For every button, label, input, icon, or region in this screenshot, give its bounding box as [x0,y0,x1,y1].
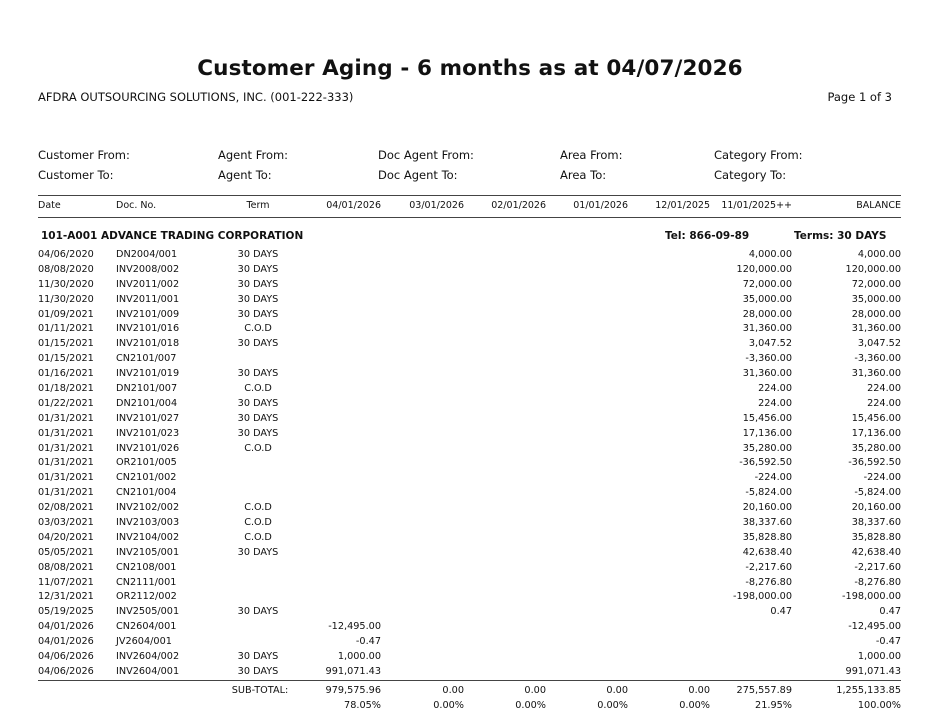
cell-date: 11/30/2020 [38,278,94,290]
col-doc-no: Doc. No. [116,200,157,211]
table-row [0,337,945,352]
table-row [0,412,945,427]
cell-term: 30 DAYS [237,665,279,677]
cell-balance: 991,071.43 [845,665,901,677]
cell-doc-no: INV2101/009 [116,308,180,320]
cell-month-6: 35,828.80 [742,531,792,543]
percent-month-6: 21.95% [755,700,792,711]
table-row [0,382,945,397]
cell-doc-no: INV2505/001 [116,606,180,618]
table-row [0,293,945,308]
cell-month-1: -12,495.00 [328,621,381,633]
subtotal-month-2: 0.00 [442,685,464,696]
cell-doc-no: INV2008/002 [116,263,180,275]
cell-balance: 31,360.00 [851,323,901,335]
customer-from-label: Customer From: [38,148,130,162]
cell-month-6: 35,000.00 [742,293,792,305]
col-term: Term [246,200,270,211]
table-row [0,427,945,442]
cell-month-6: 224.00 [758,397,792,409]
cell-month-1: 991,071.43 [325,665,381,677]
cell-balance: 35,828.80 [851,531,901,543]
cell-date: 04/06/2026 [38,665,94,677]
table-row [0,442,945,457]
cell-term: 30 DAYS [237,412,279,424]
cell-term: C.O.D [244,323,272,335]
table-row [0,665,945,680]
percent-month-5: 0.00% [679,700,710,711]
cell-balance: -12,495.00 [848,621,901,633]
cell-month-1: -0.47 [355,636,381,648]
subtotal-rule [38,680,901,681]
percent-month-3: 0.00% [515,700,546,711]
percent-month-1: 78.05% [344,700,381,711]
page-number: Page 1 of 3 [827,90,892,104]
cell-term: C.O.D [244,517,272,529]
cell-month-6: -2,217.60 [745,561,792,573]
percent-month-2: 0.00% [433,700,464,711]
cell-balance: 224.00 [867,383,901,395]
cell-term: C.O.D [244,531,272,543]
cell-month-6: 224.00 [758,383,792,395]
table-row [0,516,945,531]
cell-term: 30 DAYS [237,263,279,275]
subtotal-row [0,684,945,698]
table-row [0,590,945,605]
cell-date: 11/07/2021 [38,576,94,588]
cell-term: 30 DAYS [237,606,279,618]
table-row [0,367,945,382]
cell-term: 30 DAYS [237,278,279,290]
header-top-rule [38,195,901,196]
table-row [0,635,945,650]
doc-agent-from-label: Doc Agent From: [378,148,474,162]
category-to-label: Category To: [714,168,787,182]
cell-balance: 38,337.60 [851,517,901,529]
cell-date: 04/01/2026 [38,621,94,633]
cell-doc-no: INV2101/023 [116,427,180,439]
percent-month-4: 0.00% [597,700,628,711]
col-month-4: 01/01/2026 [573,200,628,211]
cell-month-6: 38,337.60 [742,517,792,529]
cell-balance: -198,000.00 [842,591,901,603]
cell-date: 01/16/2021 [38,368,94,380]
cell-month-6: 35,280.00 [742,442,792,454]
cell-doc-no: CN2101/007 [116,353,177,365]
cell-doc-no: INV2104/002 [116,531,180,543]
area-from-label: Area From: [560,148,623,162]
cell-balance: 35,280.00 [851,442,901,454]
cell-date: 01/31/2021 [38,427,94,439]
cell-date: 04/01/2026 [38,636,94,648]
subtotal-month-1: 979,575.96 [325,685,381,696]
cell-date: 02/08/2021 [38,502,94,514]
cell-doc-no: INV2103/003 [116,517,180,529]
cell-doc-no: INV2011/002 [116,278,180,290]
cell-balance: -8,276.80 [854,576,901,588]
col-month-2: 03/01/2026 [409,200,464,211]
cell-term: 30 DAYS [237,397,279,409]
cell-term: 30 DAYS [237,308,279,320]
cell-month-6: 0.47 [770,606,792,618]
cell-date: 04/06/2026 [38,651,94,663]
cell-date: 01/31/2021 [38,412,94,424]
cell-balance: 0.47 [879,606,901,618]
cell-date: 01/09/2021 [38,308,94,320]
cell-doc-no: INV2101/026 [116,442,180,454]
cell-date: 01/31/2021 [38,457,94,469]
cell-doc-no: CN2101/004 [116,487,177,499]
cell-term: 30 DAYS [237,338,279,350]
agent-to-label: Agent To: [218,168,272,182]
cell-doc-no: CN2101/002 [116,472,177,484]
cell-balance: 1,000.00 [857,651,901,663]
cell-date: 11/30/2020 [38,293,94,305]
table-row [0,546,945,561]
cell-month-6: 31,360.00 [742,368,792,380]
cell-balance: 3,047.52 [857,338,901,350]
cell-date: 01/18/2021 [38,383,94,395]
cell-term: 30 DAYS [237,651,279,663]
cell-balance: 28,000.00 [851,308,901,320]
doc-agent-to-label: Doc Agent To: [378,168,458,182]
cell-date: 05/19/2025 [38,606,94,618]
col-month-3: 02/01/2026 [491,200,546,211]
cell-date: 12/31/2021 [38,591,94,603]
cell-month-6: -3,360.00 [745,353,792,365]
cell-month-6: 72,000.00 [742,278,792,290]
cell-date: 01/11/2021 [38,323,94,335]
cell-term: 30 DAYS [237,249,279,260]
cell-month-6: 15,456.00 [742,412,792,424]
cell-doc-no: DN2101/007 [116,383,178,395]
cell-balance: -36,592.50 [848,457,901,469]
table-row [0,576,945,591]
table-row [0,471,945,486]
cell-date: 08/08/2021 [38,561,94,573]
cell-balance: 4,000.00 [857,249,901,260]
column-headers [0,200,945,214]
cell-month-6: -5,824.00 [745,487,792,499]
cell-balance: 35,000.00 [851,293,901,305]
category-from-label: Category From: [714,148,803,162]
cell-date: 01/31/2021 [38,442,94,454]
cell-doc-no: INV2011/001 [116,293,180,305]
cell-month-6: -8,276.80 [745,576,792,588]
cell-balance: -2,217.60 [854,561,901,573]
table-row [0,561,945,576]
cell-doc-no: JV2604/001 [116,636,172,648]
cell-month-6: 120,000.00 [736,263,792,275]
percent-row [0,699,945,713]
cell-date: 01/15/2021 [38,353,94,365]
subtotal-label: SUB-TOTAL: [231,685,289,696]
cell-month-6: 31,360.00 [742,323,792,335]
cell-balance: 72,000.00 [851,278,901,290]
cell-month-6: -36,592.50 [739,457,792,469]
cell-balance: 120,000.00 [845,263,901,275]
cell-date: 01/15/2021 [38,338,94,350]
table-row [0,650,945,665]
cell-date: 04/06/2020 [38,249,94,260]
customer-header [0,230,945,244]
agent-from-label: Agent From: [218,148,289,162]
header-bottom-rule [38,217,901,218]
cell-balance: -0.47 [875,636,901,648]
cell-month-6: 42,638.40 [742,546,792,558]
col-month-1: 04/01/2026 [326,200,381,211]
table-row [0,308,945,323]
cell-balance: 224.00 [867,397,901,409]
cell-balance: 15,456.00 [851,412,901,424]
cell-month-6: 4,000.00 [748,249,792,260]
col-month-6: 11/01/2025++ [721,200,792,211]
subtotal-balance: 1,255,133.85 [836,685,901,696]
cell-doc-no: DN2101/004 [116,397,178,409]
table-row [0,322,945,337]
cell-month-6: 20,160.00 [742,502,792,514]
cell-doc-no: INV2102/002 [116,502,180,514]
cell-date: 01/31/2021 [38,487,94,499]
table-row [0,263,945,278]
cell-date: 03/03/2021 [38,517,94,529]
table-row [0,531,945,546]
table-row [0,605,945,620]
cell-doc-no: INV2101/019 [116,368,180,380]
cell-term: 30 DAYS [237,427,279,439]
col-date: Date [38,200,61,211]
col-balance: BALANCE [856,200,901,211]
cell-doc-no: INV2604/002 [116,651,180,663]
subtotal-month-6: 275,557.89 [736,685,792,696]
cell-term: C.O.D [244,502,272,514]
cell-balance: 17,136.00 [851,427,901,439]
customer-terms: Terms: 30 DAYS [794,230,887,242]
report-title: Customer Aging - 6 months as at 04/07/2026 [197,56,743,81]
cell-doc-no: INV2101/018 [116,338,180,350]
subtotal-month-4: 0.00 [606,685,628,696]
cell-date: 01/22/2021 [38,397,94,409]
cell-date: 01/31/2021 [38,472,94,484]
customer-to-label: Customer To: [38,168,114,182]
cell-doc-no: INV2604/001 [116,665,180,677]
cell-balance: 42,638.40 [851,546,901,558]
cell-balance: -3,360.00 [854,353,901,365]
cell-doc-no: DN2004/001 [116,249,178,260]
col-month-5: 12/01/2025 [655,200,710,211]
cell-doc-no: OR2101/005 [116,457,177,469]
cell-date: 08/08/2020 [38,263,94,275]
subtotal-month-5: 0.00 [688,685,710,696]
percent-balance: 100.00% [857,700,901,711]
subtotal-month-3: 0.00 [524,685,546,696]
cell-term: C.O.D [244,383,272,395]
table-row [0,501,945,516]
cell-doc-no: INV2105/001 [116,546,180,558]
table-row [0,620,945,635]
cell-month-6: 28,000.00 [742,308,792,320]
cell-term: C.O.D [244,442,272,454]
table-row [0,486,945,501]
cell-doc-no: INV2101/027 [116,412,180,424]
customer-tel: Tel: 866-09-89 [665,230,750,242]
cell-balance: 20,160.00 [851,502,901,514]
cell-balance: 31,360.00 [851,368,901,380]
cell-doc-no: INV2101/016 [116,323,180,335]
cell-month-6: -198,000.00 [733,591,792,603]
cell-month-6: -224.00 [754,472,792,484]
table-row [0,352,945,367]
area-to-label: Area To: [560,168,607,182]
cell-month-1: 1,000.00 [337,651,381,663]
cell-doc-no: OR2112/002 [116,591,177,603]
transaction-list [0,248,945,680]
cell-term: 30 DAYS [237,368,279,380]
cell-balance: -224.00 [863,472,901,484]
cell-doc-no: CN2108/001 [116,561,177,573]
cell-month-6: 3,047.52 [748,338,792,350]
customer-name: 101-A001 ADVANCE TRADING CORPORATION [41,230,304,242]
filter-criteria [0,148,945,188]
cell-date: 04/20/2021 [38,531,94,543]
cell-doc-no: CN2111/001 [116,576,177,588]
cell-date: 05/05/2021 [38,546,94,558]
table-row [0,456,945,471]
company-name: AFDRA OUTSOURCING SOLUTIONS, INC. (001-222-333) [38,90,354,104]
cell-term: 30 DAYS [237,293,279,305]
table-row [0,397,945,412]
table-row [0,278,945,293]
cell-balance: -5,824.00 [854,487,901,499]
table-row [0,248,945,263]
cell-month-6: 17,136.00 [742,427,792,439]
cell-term: 30 DAYS [237,546,279,558]
cell-doc-no: CN2604/001 [116,621,177,633]
